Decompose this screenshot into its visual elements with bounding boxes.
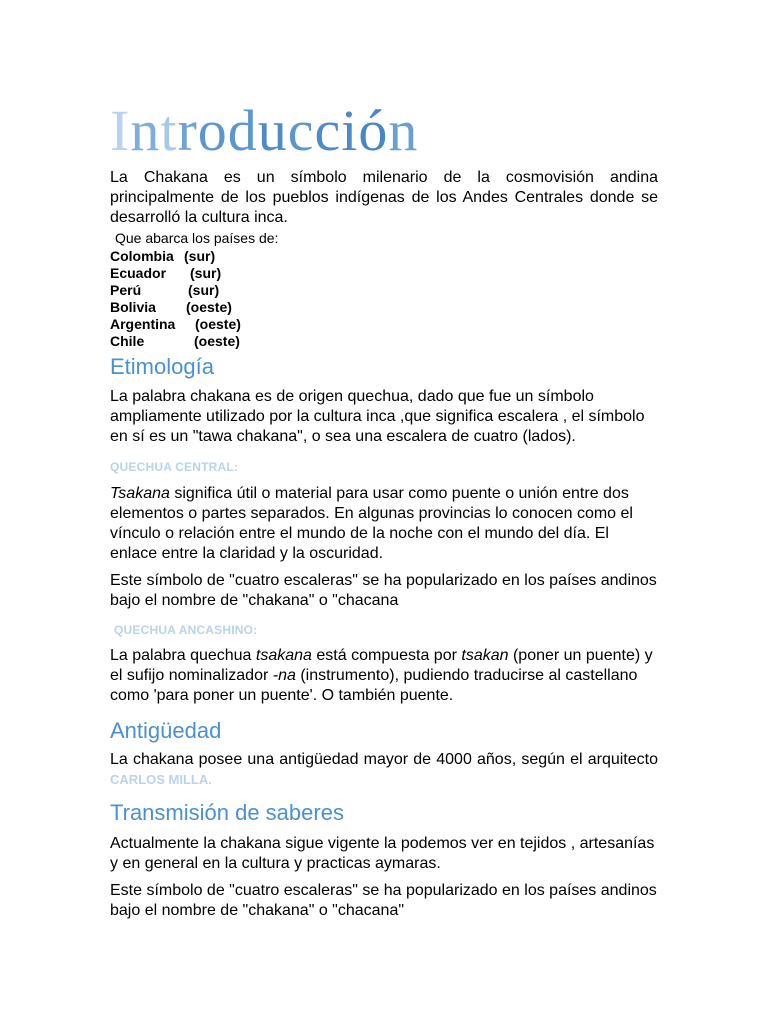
country-direction: (oeste)	[194, 333, 240, 349]
title-letter: I	[110, 98, 131, 163]
title-letter: t	[160, 98, 178, 163]
country-name: Bolivia	[110, 299, 156, 315]
section-heading-etimologia: Etimología	[110, 354, 214, 379]
text-run: La chakana posee una antigüedad mayor de 4000 años, según el arquitecto	[110, 751, 658, 768]
title-letter: r	[177, 98, 198, 163]
transmision-paragraph: Actualmente la chakana sigue vigente la podemos ver en tejidos , artesanías y en general en la cultura y practicas aymaras.	[110, 835, 655, 872]
antiguedad-paragraph	[110, 750, 658, 790]
etimologia-paragraph: La palabra chakana es de origen quechua, dado que fue un símbolo ampliamente utilizado por la cultura inca ,que significa escalera , el símbolo en sí es un "tawa chakana", o sea una escalera de cuatro (lados).	[110, 388, 645, 445]
country-item	[110, 299, 658, 316]
tsakana-term: Tsakana	[110, 485, 170, 502]
text-run: (poner un puente) y el sufijo nominalizador	[110, 647, 653, 684]
title-letter: c	[287, 98, 315, 163]
palabra-quechua-paragraph	[110, 646, 658, 706]
country-name: Argentina	[110, 316, 176, 332]
text-run: (instrumento), pudiendo traducirse al castellano como 'para poner un puente'. O también puente.	[110, 667, 638, 704]
author-name: CARLOS MILLA.	[110, 772, 212, 787]
section-heading-antiguedad: Antigüedad	[110, 718, 222, 743]
italic-term: tsakana	[255, 647, 312, 664]
country-name: Chile	[110, 333, 145, 349]
country-item	[110, 316, 658, 333]
text-run: está compuesta por	[311, 647, 462, 664]
section-heading-transmision: Transmisión de saberes	[110, 800, 344, 825]
country-item	[110, 248, 658, 265]
title-letter: c	[314, 98, 342, 163]
countries-heading: Que abarca los países de:	[115, 230, 279, 246]
title-letter: u	[257, 98, 288, 163]
tsakana-definition: significa útil o material para usar como puente o unión entre dos elementos o partes separados. En algunas provincias lo conocen como el vínculo o relación entre el mundo de la noche con el mundo del día. El enlace entre la claridad y la oscuridad.	[110, 485, 633, 562]
country-direction: (oeste)	[186, 299, 232, 315]
country-direction: (oeste)	[195, 316, 241, 332]
italic-term: -na	[272, 667, 296, 684]
country-item	[110, 282, 658, 299]
title-letter: ó	[358, 98, 389, 163]
document-content	[110, 96, 658, 921]
intro-paragraph: La Chakana es un símbolo milenario de la cosmovisión andina principalmente de los pueblos indígenas de los Andes Centrales donde se desarrolló la cultura inca.	[110, 169, 658, 226]
italic-term: tsakan	[461, 647, 509, 664]
title-letter: n	[130, 98, 161, 163]
page-title	[110, 96, 658, 166]
quechua-ancashino-heading: QUECHUA ANCASHINO:	[114, 623, 258, 637]
title-letter: d	[227, 98, 258, 163]
title-letter: i	[341, 98, 359, 163]
country-name: Ecuador	[110, 265, 167, 281]
quechua-central-heading: QUECHUA CENTRAL:	[110, 460, 239, 474]
cuatro-escaleras-paragraph-2: Este símbolo de "cuatro escaleras" se ha popularizado en los países andinos bajo el nombre de "chakana" o "chacana"	[110, 882, 657, 919]
text-run: La palabra quechua	[110, 647, 256, 664]
country-item	[110, 265, 658, 282]
country-direction: (sur)	[188, 282, 220, 298]
country-direction: (sur)	[184, 248, 216, 264]
title-letter: o	[197, 98, 228, 163]
country-direction: (sur)	[190, 265, 222, 281]
country-name: Colombia	[110, 248, 174, 264]
cuatro-escaleras-paragraph: Este símbolo de "cuatro escaleras" se ha popularizado en los países andinos bajo el nombre de "chakana" o "chacana	[110, 572, 657, 609]
country-item	[110, 333, 658, 350]
country-name: Perú	[110, 282, 142, 298]
countries-list	[110, 248, 658, 350]
tsakana-paragraph	[110, 484, 658, 564]
title-letter: n	[388, 98, 419, 163]
